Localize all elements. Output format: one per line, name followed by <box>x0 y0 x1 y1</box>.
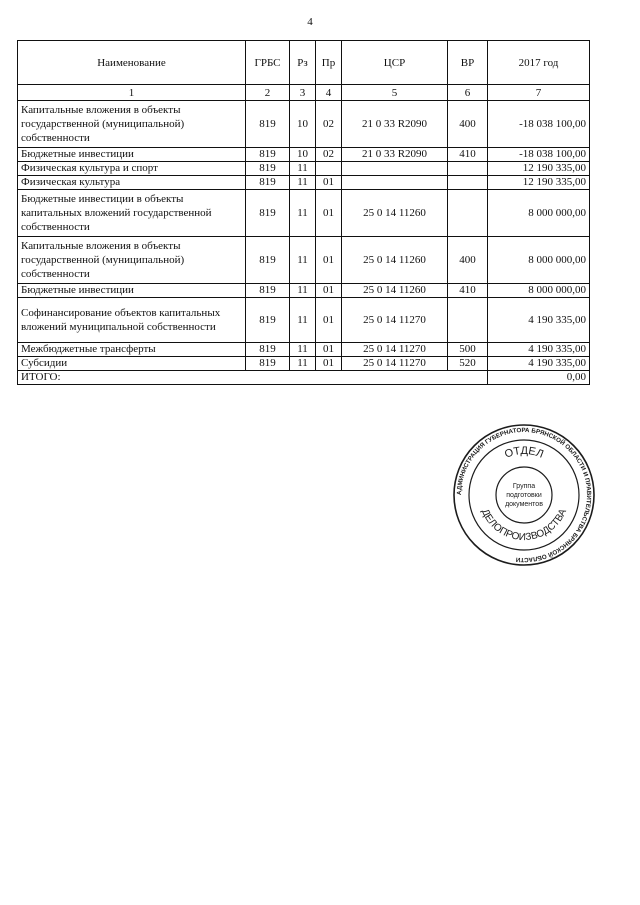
row-csr: 25 0 14 11260 <box>342 284 448 298</box>
table-row <box>18 162 590 176</box>
column-number: 4 <box>316 85 342 101</box>
table-row <box>18 237 590 284</box>
row-amount: -18 038 100,00 <box>488 148 590 162</box>
total-row <box>18 371 590 385</box>
column-number: 3 <box>290 85 316 101</box>
header-csr: ЦСР <box>342 41 448 85</box>
row-grbs: 819 <box>246 237 290 284</box>
row-grbs: 819 <box>246 298 290 343</box>
row-amount: 4 190 335,00 <box>488 298 590 343</box>
row-pr: 02 <box>316 148 342 162</box>
row-vr: 500 <box>448 343 488 357</box>
stamp-top-word <box>503 445 545 461</box>
header-row <box>18 41 590 85</box>
row-rz: 11 <box>290 190 316 237</box>
row-vr: 410 <box>448 284 488 298</box>
office-stamp <box>452 423 596 567</box>
stamp-center-line: Группа <box>512 483 536 490</box>
table-row <box>18 343 590 357</box>
row-amount: 4 190 335,00 <box>488 357 590 371</box>
stamp-bottom-word: ДЕЛОПРОИЗВОДСТВА <box>478 507 570 544</box>
row-rz: 11 <box>290 176 316 190</box>
row-csr: 25 0 14 11270 <box>342 357 448 371</box>
row-name: Физическая культура и спорт <box>18 162 246 176</box>
row-grbs: 819 <box>246 190 290 237</box>
row-pr: 01 <box>316 298 342 343</box>
row-rz: 11 <box>290 298 316 343</box>
row-csr: 25 0 14 11260 <box>342 237 448 284</box>
row-pr: 01 <box>316 190 342 237</box>
row-name: Субсидии <box>18 357 246 371</box>
row-grbs: 819 <box>246 284 290 298</box>
column-number: 5 <box>342 85 448 101</box>
row-pr: 01 <box>316 237 342 284</box>
header-pr: Пр <box>316 41 342 85</box>
row-vr <box>448 176 488 190</box>
row-csr: 25 0 14 11270 <box>342 298 448 343</box>
column-number: 1 <box>18 85 246 101</box>
column-number: 7 <box>488 85 590 101</box>
row-name: Бюджетные инвестиции <box>18 284 246 298</box>
row-grbs: 819 <box>246 343 290 357</box>
row-name: Капитальные вложения в объекты государственной (муниципальной) собственности <box>18 101 246 148</box>
row-csr <box>342 162 448 176</box>
row-name: Физическая культура <box>18 176 246 190</box>
row-csr: 25 0 14 11260 <box>342 190 448 237</box>
row-rz: 11 <box>290 284 316 298</box>
row-rz: 11 <box>290 162 316 176</box>
stamp-bottom-word <box>479 507 569 543</box>
row-rz: 11 <box>290 357 316 371</box>
row-rz: 11 <box>290 343 316 357</box>
table-row <box>18 284 590 298</box>
header-rz: Рз <box>290 41 316 85</box>
total-label: ИТОГО: <box>18 371 488 385</box>
row-name: Капитальные вложения в объекты государственной (муниципальной) собственности <box>18 237 246 284</box>
row-grbs: 819 <box>246 176 290 190</box>
row-pr <box>316 162 342 176</box>
table-row <box>18 176 590 190</box>
header-name: Наименование <box>18 41 246 85</box>
stamp-outer-text: АДМИНИСТРАЦИЯ ГУБЕРНАТОРА БРЯНСКОЙ ОБЛАСТИ И ПРАВИТЕЛЬСТВА БРЯНСКОЙ ОБЛАСТИ <box>455 426 593 564</box>
row-rz: 10 <box>290 101 316 148</box>
row-amount: 12 190 335,00 <box>488 176 590 190</box>
table-row <box>18 298 590 343</box>
stamp-center-line: подготовки <box>506 492 542 499</box>
column-number-row <box>18 85 590 101</box>
row-csr: 21 0 33 R2090 <box>342 148 448 162</box>
header-grbs: ГРБС <box>246 41 290 85</box>
row-vr: 400 <box>448 237 488 284</box>
row-amount: 4 190 335,00 <box>488 343 590 357</box>
table-row <box>18 357 590 371</box>
row-vr: 400 <box>448 101 488 148</box>
stamp-center-line: документов <box>505 501 543 508</box>
header-vr: ВР <box>448 41 488 85</box>
row-vr: 410 <box>448 148 488 162</box>
row-grbs: 819 <box>246 357 290 371</box>
row-vr <box>448 298 488 343</box>
table-row <box>18 190 590 237</box>
row-rz: 11 <box>290 237 316 284</box>
row-amount: 8 000 000,00 <box>488 237 590 284</box>
row-name: Софинансирование объектов капитальных вложений муниципальной собственности <box>18 298 246 343</box>
table-row <box>18 101 590 148</box>
total-amount: 0,00 <box>488 371 590 385</box>
row-name: Бюджетные инвестиции <box>18 148 246 162</box>
row-grbs: 819 <box>246 162 290 176</box>
row-amount: 8 000 000,00 <box>488 284 590 298</box>
table-row <box>18 148 590 162</box>
budget-table <box>17 40 590 385</box>
row-vr: 520 <box>448 357 488 371</box>
row-pr: 01 <box>316 343 342 357</box>
stamp-top-word: ОТДЕЛ <box>503 444 546 461</box>
row-grbs: 819 <box>246 148 290 162</box>
row-rz: 10 <box>290 148 316 162</box>
row-grbs: 819 <box>246 101 290 148</box>
header-year: 2017 год <box>488 41 590 85</box>
row-name: Межбюджетные трансферты <box>18 343 246 357</box>
page-number: 4 <box>307 16 313 28</box>
column-number: 6 <box>448 85 488 101</box>
row-vr <box>448 162 488 176</box>
column-number: 2 <box>246 85 290 101</box>
row-name: Бюджетные инвестиции в объекты капитальных вложений государственной собственности <box>18 190 246 237</box>
row-csr <box>342 176 448 190</box>
row-amount: 8 000 000,00 <box>488 190 590 237</box>
row-amount: -18 038 100,00 <box>488 101 590 148</box>
row-vr <box>448 190 488 237</box>
row-pr: 01 <box>316 357 342 371</box>
row-pr: 01 <box>316 284 342 298</box>
row-csr: 25 0 14 11270 <box>342 343 448 357</box>
row-amount: 12 190 335,00 <box>488 162 590 176</box>
row-pr: 02 <box>316 101 342 148</box>
row-pr: 01 <box>316 176 342 190</box>
stamp-center <box>505 483 543 508</box>
row-csr: 21 0 33 R2090 <box>342 101 448 148</box>
